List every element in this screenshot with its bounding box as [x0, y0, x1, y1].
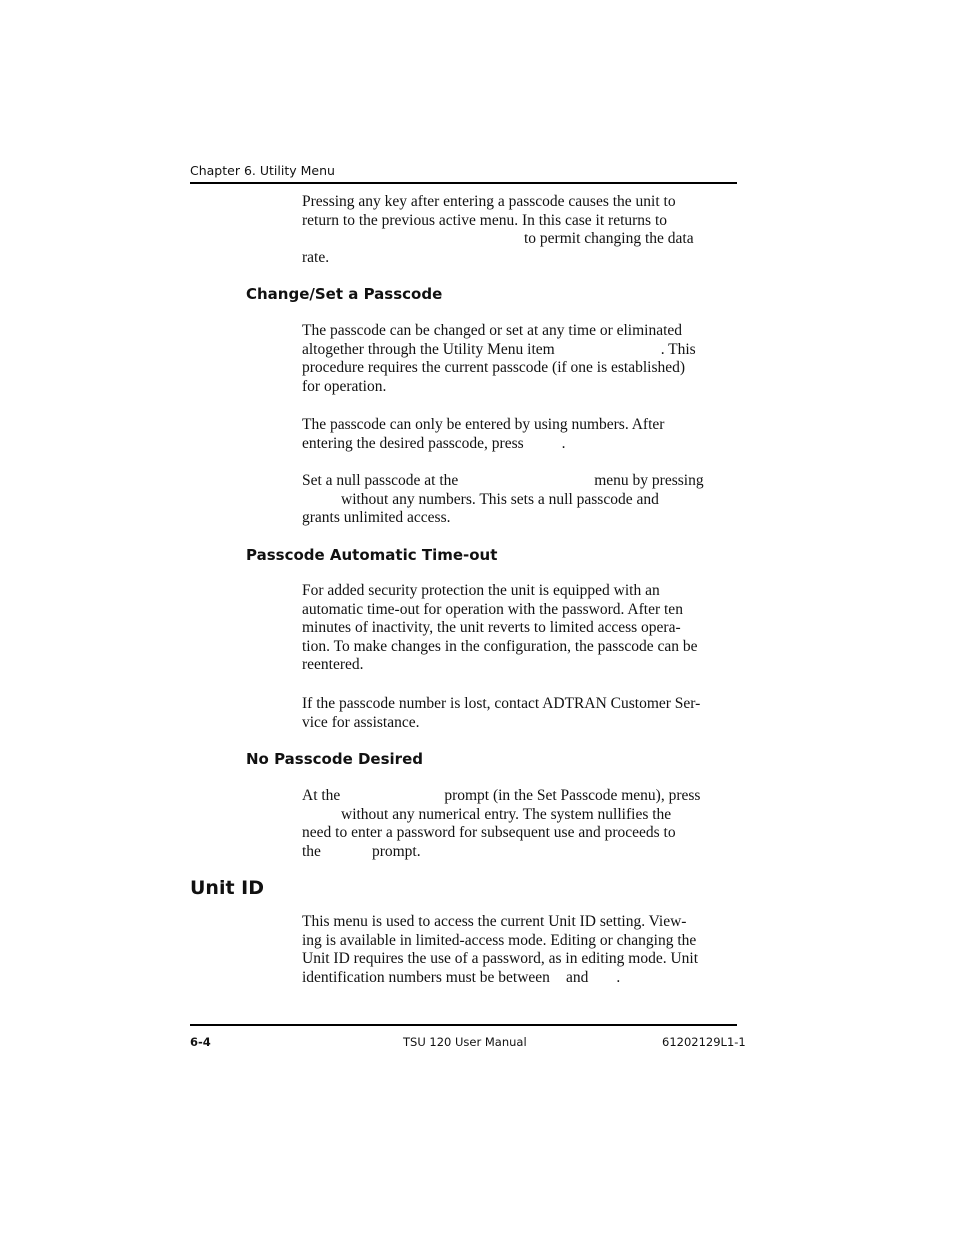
- document-number: 61202129L1-1: [662, 1035, 746, 1049]
- intro-paragraph: Pressing any key after entering a passcode causes the unit to return to the previous active menu. In this case it returns to to permit changing the data rate.: [302, 193, 694, 266]
- footer-rule: [190, 1024, 737, 1026]
- no-passcode-paragraph: At the prompt (in the Set Passcode menu), press without any numerical entry. The system nullifies the need to enter a password for subsequent use and proceeds to the prompt.: [302, 787, 701, 860]
- unit-id-paragraph: This menu is used to access the current Unit ID setting. View- ing is available in limited-access mode. Editing or changing the Unit ID requires the use of a password, as in editing mode. Unit identification numbers must be between and .: [302, 913, 699, 986]
- manual-title: TSU 120 User Manual: [403, 1035, 527, 1049]
- running-header: Chapter 6. Utility Menu: [190, 163, 335, 178]
- change-paragraph-1: The passcode can be changed or set at any time or eliminated altogether through the Utility Menu item . This procedure requires the current passcode (if one is established) for operation.: [302, 322, 696, 395]
- heading-passcode-timeout: Passcode Automatic Time-out: [246, 546, 498, 564]
- header-rule: [190, 182, 737, 184]
- page-number: 6-4: [190, 1035, 211, 1049]
- heading-unit-id: Unit ID: [190, 877, 265, 899]
- timeout-paragraph-1: For added security protection the unit is equipped with an automatic time-out for operation with the password. After ten minutes of inactivity, the unit reverts to limited access opera- tion. To make changes in the configuration, the passcode can be reentered.: [302, 582, 698, 674]
- timeout-paragraph-2: If the passcode number is lost, contact ADTRAN Customer Ser- vice for assistance.: [302, 695, 701, 731]
- heading-change-set-passcode: Change/Set a Passcode: [246, 285, 443, 303]
- change-paragraph-3: Set a null passcode at the menu by pressing without any numbers. This sets a null passcode and grants unlimited access.: [302, 472, 704, 527]
- heading-no-passcode: No Passcode Desired: [246, 750, 423, 768]
- change-paragraph-2: The passcode can only be entered by using numbers. After entering the desired passcode, press .: [302, 416, 665, 452]
